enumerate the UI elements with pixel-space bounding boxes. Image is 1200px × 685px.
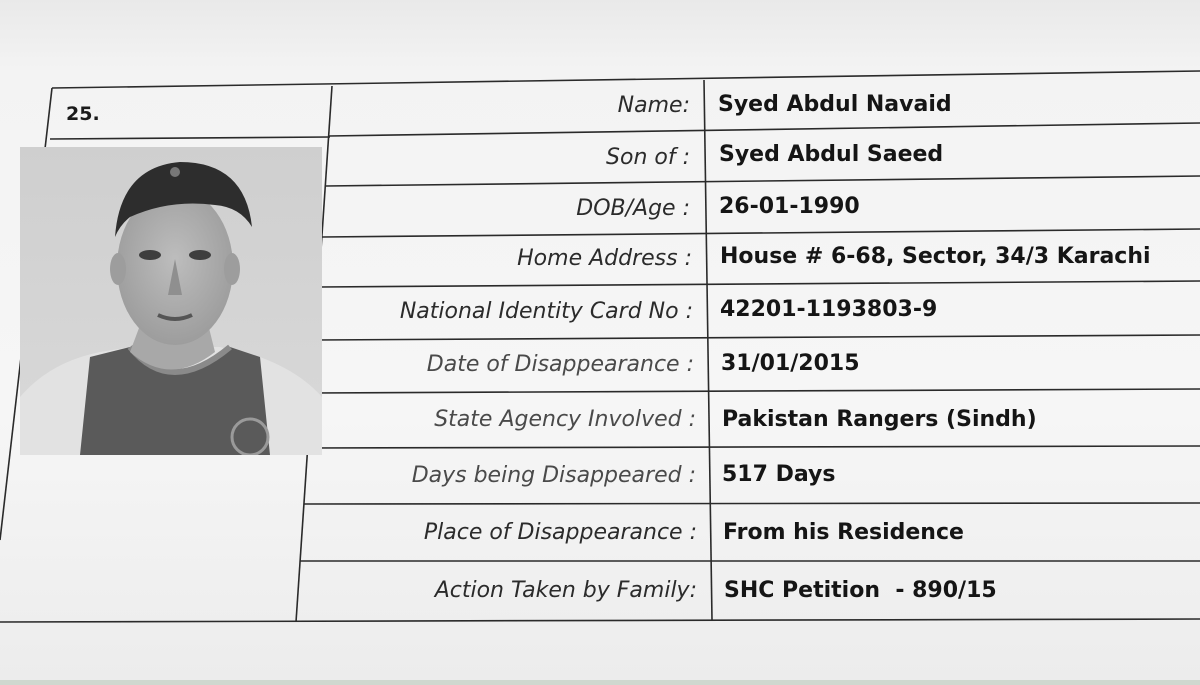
value-state-agency: Pakistan Rangers (Sindh) [722, 407, 1037, 432]
value-action-taken: SHC Petition - 890/15 [724, 578, 997, 603]
value-nic-no: 42201-1193803-9 [720, 297, 938, 322]
value-name: Syed Abdul Navaid [718, 92, 952, 117]
label-name: Name: [617, 93, 690, 118]
value-date-of-disappearance: 31/01/2015 [721, 351, 860, 376]
value-son-of: Syed Abdul Saeed [719, 142, 944, 167]
page-bottom-edge [0, 680, 1200, 685]
person-photo [20, 147, 322, 455]
value-days-disappeared: 517 Days [722, 462, 836, 487]
label-dob-age: DOB/Age : [576, 196, 690, 221]
label-state-agency: State Agency Involved : [434, 407, 696, 432]
label-action-taken: Action Taken by Family: [434, 578, 697, 603]
label-home-address: Home Address : [517, 246, 692, 271]
label-days-disappeared: Days being Disappeared : [411, 463, 696, 488]
value-place-of-disappearance: From his Residence [723, 520, 964, 545]
label-nic-no: National Identity Card No : [399, 299, 693, 324]
value-home-address: House # 6-68, Sector, 34/3 Karachi [720, 244, 1151, 269]
label-son-of: Son of : [606, 145, 690, 170]
label-place-of-disappearance: Place of Disappearance : [423, 520, 697, 545]
label-date-of-disappearance: Date of Disappearance : [426, 352, 694, 377]
value-dob-age: 26-01-1990 [719, 194, 860, 219]
record-number: 25. [66, 103, 100, 125]
